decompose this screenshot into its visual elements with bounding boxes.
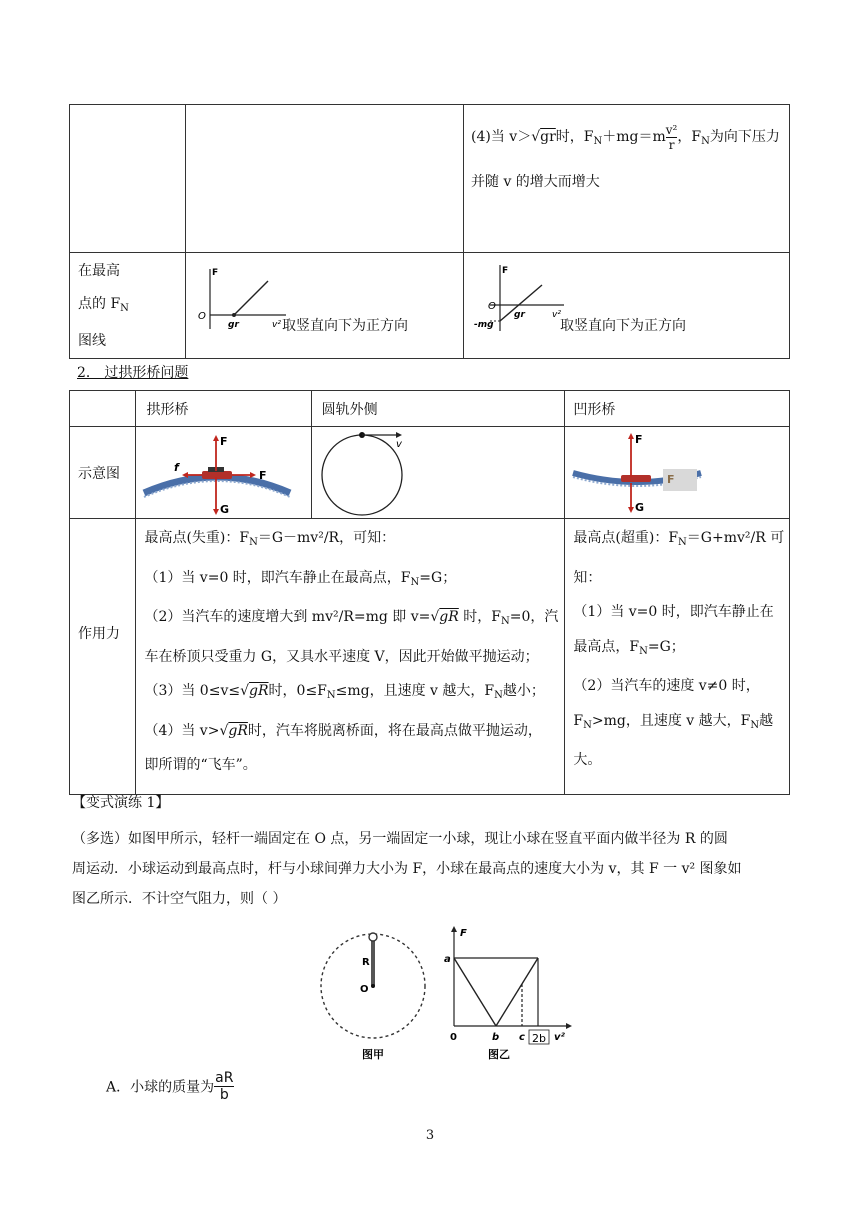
- fraction-v2-over-r: $\frac{\text{v²}}{r}$: [665, 122, 678, 152]
- concave-bridge-force-text: 最高点(超重)：$F_N=G+mv^2/R$ 可 知： （1）当 v=0 时，即汽车静止在 最高点，$F_N=G$； （2）当汽车的速度 v≠0 时， $F_N>mg$，且速度 v 越大，$F_N$越大。: [565, 519, 790, 795]
- svg-text:F: F: [502, 266, 509, 276]
- table1-row-label: 在最高 点的 $F_N$ 图线: [70, 253, 186, 359]
- diagram-row-label: 示意图: [70, 427, 136, 519]
- svg-text:F: F: [212, 268, 219, 278]
- figure-yi: [444, 926, 572, 1061]
- exercise-title: 【变式演练 1】: [72, 795, 170, 811]
- svg-text:gr: gr: [514, 310, 525, 320]
- svg-text:-mg: -mg: [474, 320, 494, 330]
- option-a: A．小球的质量为 $\frac{aR}{b}$: [106, 1070, 234, 1103]
- svg-text:图乙: 图乙: [488, 1048, 510, 1061]
- svg-text:O: O: [488, 301, 496, 312]
- svg-text:f: f: [174, 461, 180, 474]
- svg-text:v: v: [395, 439, 402, 450]
- concave-bridge-diagram: [571, 429, 711, 517]
- figure-jia: [321, 933, 425, 1061]
- exercise-figures: [316, 924, 576, 1064]
- graph-right-caption: 取竖直向下为正方向: [560, 318, 686, 334]
- graph-left-cell: [186, 253, 464, 359]
- page-number: 3: [425, 1128, 435, 1143]
- svg-text:v²: v²: [552, 310, 561, 320]
- table1-cell-empty-2: [186, 105, 464, 253]
- svg-text:G: G: [220, 503, 230, 516]
- table2-header-empty: [70, 391, 136, 427]
- svg-text:b: b: [492, 1032, 500, 1043]
- case4-text: (4)当 v＞: [471, 129, 532, 145]
- svg-text:2b: 2b: [532, 1032, 546, 1045]
- bridge-table: [69, 390, 790, 795]
- svg-text:gr: gr: [228, 320, 239, 330]
- svg-text:图甲: 图甲: [362, 1048, 384, 1061]
- table1-cell-empty-1: [70, 105, 186, 253]
- fn-v2-graph-right: [472, 261, 572, 341]
- arch-bridge-diagram: [142, 431, 292, 517]
- table2-header-concave: 凹形桥: [565, 391, 790, 427]
- table1-cell-case4: (4)当 v＞√gr时，$F_N+mg=m$ $\frac{\text{v²}}{r}$ ，$F_N$为向下压力 并随 v 的增大而增大: [464, 105, 790, 253]
- section2-title: 2． 过拱形桥问题: [77, 365, 189, 381]
- question-text: （多选）如图甲所示，轻杆一端固定在 O 点，另一端固定一小球，现让小球在竖直平面内做半径为 R 的圆 周运动．小球运动到最高点时，杆与小球间弹力大小为 F，小球在最高点的速度大小为 v，其 F 一 v² 图象如 图乙所示．不计空气阻力，则（ ）: [72, 831, 742, 907]
- concave-bridge-diagram-cell: [565, 427, 790, 519]
- svg-text:O: O: [198, 311, 206, 322]
- svg-text:R: R: [362, 957, 370, 968]
- circle-track-diagram: [318, 429, 428, 519]
- table2-header-arch: 拱形桥: [136, 391, 311, 427]
- graph-left-caption: 取竖直向下为正方向: [282, 318, 408, 334]
- table2-header-circle: 圆轨外侧: [311, 391, 565, 427]
- svg-text:v²: v²: [554, 1032, 565, 1043]
- svg-text:O: O: [360, 984, 369, 995]
- arch-bridge-diagram-cell: [136, 427, 311, 519]
- force-row-label: 作用力: [70, 519, 136, 795]
- vertical-circle-table: [69, 104, 790, 359]
- sqrt-gr: √gr: [531, 129, 556, 145]
- svg-text:F: F: [460, 928, 467, 939]
- circle-track-diagram-cell: [311, 427, 565, 519]
- arch-bridge-force-text: 最高点(失重)：$F_N=G-mv^2/R$，可知： （1）当 v=0 时，即汽车静止在最高点，$F_N=G$； （2）当汽车的速度增大到 mv²/R=mg 即 v=√gR 时，$F_N=0$，汽 车在桥顶只受重力 G，又具水平速度 V，因此开始做平抛运动； （3）当 0≤v≤√gR时，$0\le F_N\le mg$，且速度 v 越大，$F_N$越小； （4）当 v>√gR时，汽车将脱离桥面，将在最高点做平抛运动， 即所谓的“飞车”。: [136, 519, 565, 795]
- svg-text:G: G: [635, 501, 645, 514]
- svg-text:v²: v²: [272, 320, 281, 330]
- case4-text-2: 并随 v 的增大而增大: [471, 174, 600, 190]
- fraction-aR-over-b: $\frac{aR}{b}$: [215, 1070, 234, 1103]
- svg-text:F: F: [635, 433, 643, 446]
- svg-text:c: c: [519, 1032, 525, 1043]
- graph-right-cell: [464, 253, 790, 359]
- svg-text:a: a: [444, 954, 451, 965]
- svg-text:F: F: [259, 469, 267, 482]
- svg-text:F: F: [220, 435, 228, 448]
- svg-text:F: F: [667, 473, 675, 486]
- svg-text:0: 0: [450, 1032, 457, 1043]
